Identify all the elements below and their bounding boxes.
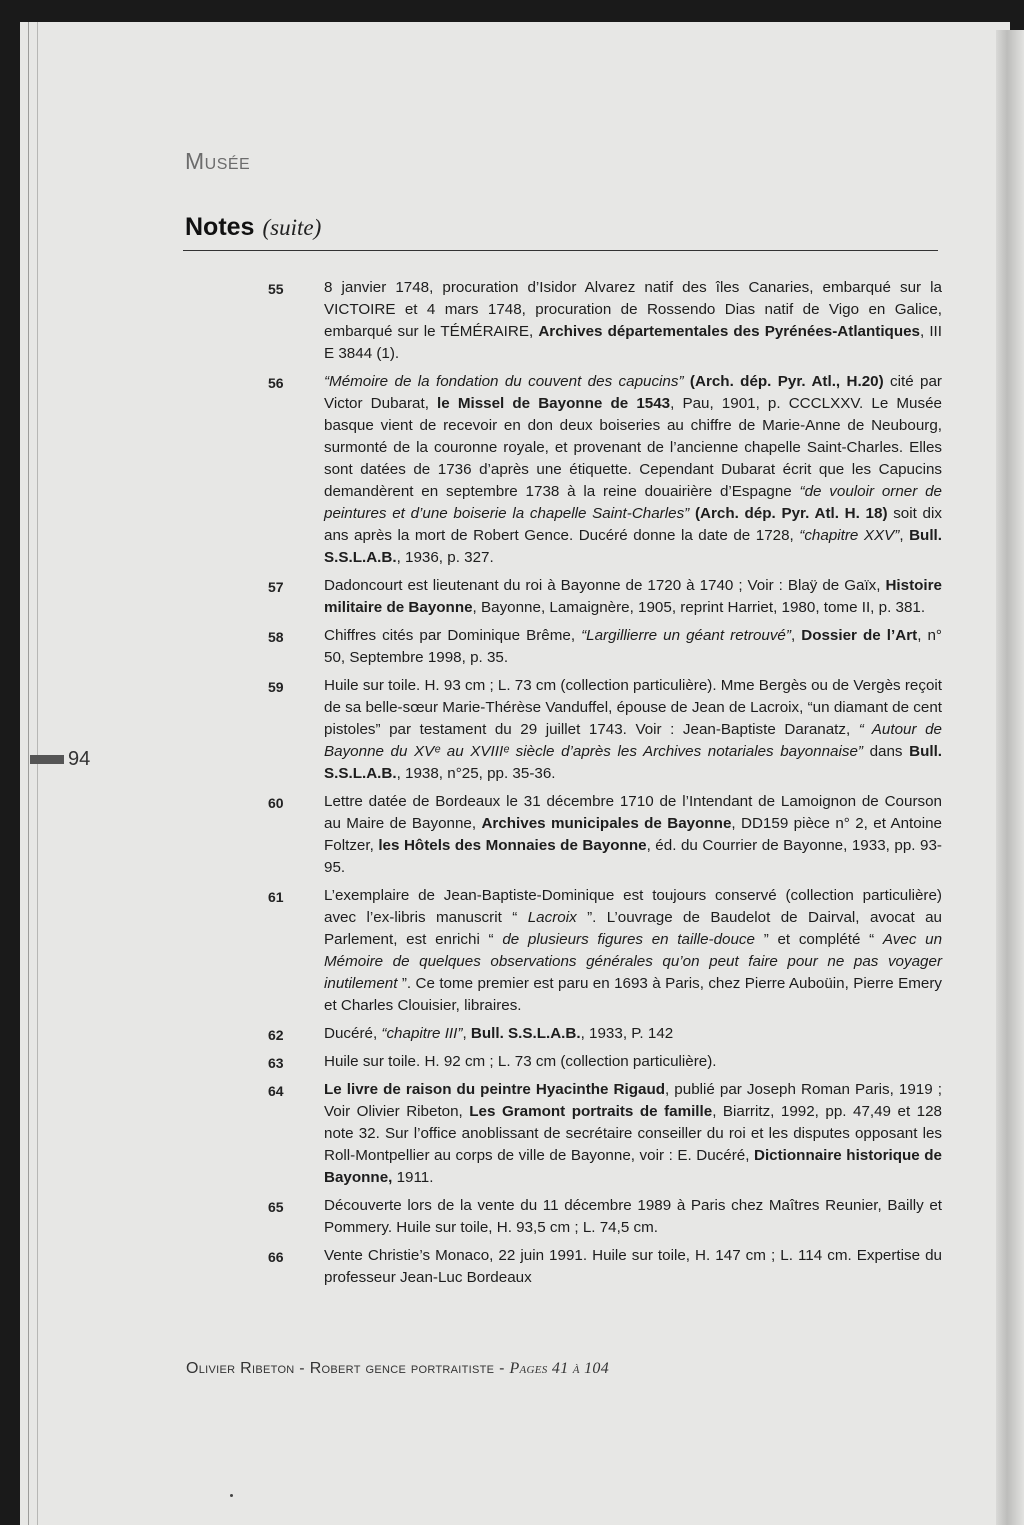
note-segment: , Biarritz, 1992, pp. 47,49 et 128 note 32. Sur l’office anoblissant de secrétaire conseiller du roi et les disputes opposant les Roll-Montpellier au corps de ville de Bayonne, voir : E. Ducéré, xyxy=(324,1103,943,1164)
note-56 xyxy=(262,371,942,569)
note-italic-segment: “de vouloir orner de peintures et d’une boiserie la chapelle Saint-Charles” xyxy=(324,483,942,522)
note-number: 62 xyxy=(268,1027,284,1043)
note-number: 63 xyxy=(268,1055,284,1071)
note-65 xyxy=(262,1195,942,1239)
note-60 xyxy=(262,791,942,879)
note-segment: , xyxy=(462,1025,471,1042)
note-bold-segment: Dictionnaire historique de Bayonne, xyxy=(324,1147,942,1186)
note-64 xyxy=(262,1079,942,1189)
note-62 xyxy=(262,1023,942,1045)
note-segment: , n° 50, Septembre 1998, p. 35. xyxy=(324,627,942,666)
page-number: 94 xyxy=(68,748,91,770)
notes-list xyxy=(262,277,942,1295)
note-segment: , xyxy=(790,627,802,644)
note-bold-segment: les Hôtels des Monnaies de Bayonne xyxy=(378,837,647,854)
page-edge-left xyxy=(28,22,38,1525)
note-bold-segment: (Arch. dép. Pyr. Atl., H.20) xyxy=(689,373,884,390)
note-segment: ”. Ce tome premier est paru en 1693 à Paris, chez Pierre Auboüin, Pierre Emery et Charles Clouisier, libraires. xyxy=(324,975,942,1014)
footer-separator: - xyxy=(499,1360,505,1377)
note-segment: , DD159 pièce n° 2, et Antoine Foltzer, xyxy=(324,815,942,854)
note-segment: , éd. du Courrier de Bayonne, 1933, pp. 93-95. xyxy=(324,837,942,876)
page-marker-bar xyxy=(30,755,64,764)
note-text xyxy=(324,1051,942,1073)
note-number: 58 xyxy=(268,629,284,645)
running-footer xyxy=(186,1360,609,1378)
note-number: 60 xyxy=(268,795,284,811)
note-segment: Découverte lors de la vente du 11 décembre 1989 à Paris chez Maîtres Reunier, Bailly et Pommery. Huile sur toile, H. 93,5 cm ; L. 74,5 cm. xyxy=(324,1197,942,1236)
note-number: 59 xyxy=(268,679,284,695)
note-segment: Dadoncourt est lieutenant du roi à Bayonne de 1720 à 1740 ; Voir : Blaÿ de Gaïx, xyxy=(324,577,886,594)
note-bold-segment: Bull. S.S.L.A.B. xyxy=(324,743,943,782)
note-61 xyxy=(262,885,942,1017)
note-57 xyxy=(262,575,942,619)
note-segment: , xyxy=(899,527,910,544)
note-bold-segment: Archives municipales de Bayonne xyxy=(481,815,732,832)
note-segment: , Pau, 1901, p. CCCLXXV. Le Musée basque vient de recevoir en don deux boiseries au chiffre de Marie-Anne de Neubourg, surmonté de la couronne royale, et provenant de l’ancienne chapelle Saint-Charles. Elles sont datées de 1736 d’après une étiquette. Cependant Dubarat écrit que les Capucins demandèrent en septembre 1738 à la reine douairière d’Espagne xyxy=(324,395,942,500)
note-italic-segment: de plusieurs figures en taille-douce xyxy=(502,931,755,948)
note-bold-segment: Le livre de raison du peintre Hyacinthe Rigaud xyxy=(324,1081,666,1098)
note-bold-segment: Bull. S.S.L.A.B. xyxy=(324,527,942,566)
note-bold-segment: Bull. S.S.L.A.B. xyxy=(470,1025,581,1042)
notes-title: Notes xyxy=(185,213,255,241)
note-segment: , publié par Joseph Roman Paris, 1919 ; Voir Olivier Ribeton, xyxy=(324,1081,942,1120)
note-italic-segment: “chapitre III” xyxy=(381,1025,463,1042)
note-italic-segment: “Largillierre un géant retrouvé” xyxy=(581,627,791,644)
note-segment: soit dix ans après la mort de Robert Gence. Ducéré donne la date de 1728, xyxy=(324,505,942,544)
note-italic-segment: Lacroix xyxy=(527,909,577,926)
note-number: 57 xyxy=(268,579,284,595)
note-text xyxy=(324,371,942,569)
note-segment: , III E 3844 (1). xyxy=(324,323,942,362)
note-segment: dans xyxy=(862,743,910,760)
note-italic-segment: Avec un Mémoire de quelques observations générales qu’on peut faire pour ne pas voyager inutilement xyxy=(324,931,943,992)
note-italic-segment: “ Autour de Bayonne du XVᵉ au XVIIIᵉ siècle d’après les Archives notariales bayonnaise” xyxy=(324,721,942,760)
note-text xyxy=(324,885,942,1017)
paper-speck xyxy=(230,1494,233,1497)
note-58 xyxy=(262,625,942,669)
note-text xyxy=(324,675,942,785)
book-gutter xyxy=(996,30,1024,1525)
note-segment: , Bayonne, Lamaignère, 1905, reprint Harriet, 1980, tome II, p. 381. xyxy=(472,599,926,616)
note-text xyxy=(324,1245,942,1289)
note-bold-segment: Dossier de l’Art xyxy=(801,627,918,644)
note-number: 55 xyxy=(268,281,284,297)
heading-rule xyxy=(183,250,938,251)
notes-heading xyxy=(185,213,321,242)
notes-suffix: (suite) xyxy=(262,215,322,240)
note-segment: Huile sur toile. H. 92 cm ; L. 73 cm (collection particulière). xyxy=(324,1053,717,1070)
note-segment: L’exemplaire de Jean-Baptiste-Dominique est toujours conservé (collection particulière) avec l’ex-libris manuscrit “ xyxy=(324,887,942,926)
note-italic-segment: “Mémoire de la fondation du couvent des capucins” xyxy=(324,373,684,390)
note-text xyxy=(324,791,942,879)
footer-title: Robert gence portraitiste xyxy=(309,1360,495,1377)
note-bold-segment: Les Gramont portraits de famille xyxy=(469,1103,713,1120)
note-segment: , 1936, p. 327. xyxy=(396,549,494,566)
footer-separator: - xyxy=(299,1360,305,1377)
note-segment: , 1938, n°25, pp. 35-36. xyxy=(396,765,556,782)
page-number-tab xyxy=(30,748,90,771)
note-63 xyxy=(262,1051,942,1073)
note-59 xyxy=(262,675,942,785)
footer-pages: Pages 41 à 104 xyxy=(509,1360,610,1377)
note-bold-segment: Histoire militaire de Bayonne xyxy=(324,577,942,616)
note-number: 64 xyxy=(268,1083,284,1099)
note-text xyxy=(324,277,942,365)
note-segment: Ducéré, xyxy=(324,1025,382,1042)
note-segment: Vente Christie’s Monaco, 22 juin 1991. Huile sur toile, H. 147 cm ; L. 114 cm. Expertise du professeur Jean-Luc Bordeaux xyxy=(324,1247,942,1286)
note-segment: Lettre datée de Bordeaux le 31 décembre 1710 de l’Intendant de Lamoignon de Courson au Maire de Bayonne, xyxy=(324,793,942,832)
note-bold-segment: Archives départementales des Pyrénées-Atlantiques xyxy=(538,323,920,340)
note-segment: Huile sur toile. H. 93 cm ; L. 73 cm (collection particulière). Mme Bergès ou de Vergès reçoit de sa belle-sœur Marie-Thérèse Vanduffel, épouse de Jean de Lacroix, “un diamant de cent pistoles” par testament du 29 juillet 1743. Voir : Jean-Baptiste Daranatz, xyxy=(324,677,942,738)
note-text xyxy=(324,1079,942,1189)
note-text xyxy=(324,575,942,619)
note-segment: cité par Victor Dubarat, xyxy=(324,373,942,412)
section-title: Musée xyxy=(185,148,251,174)
note-number: 65 xyxy=(268,1199,284,1215)
note-number: 61 xyxy=(268,889,284,905)
note-segment: Chiffres cités par Dominique Brême, xyxy=(324,627,582,644)
note-number: 56 xyxy=(268,375,284,391)
note-segment: ” et complété “ xyxy=(754,931,883,948)
note-text xyxy=(324,1023,942,1045)
footer-author: Olivier Ribeton xyxy=(186,1360,295,1377)
note-segment: 8 janvier 1748, procuration d’Isidor Alvarez natif des îles Canaries, embarqué sur la VICTOIRE et 4 mars 1748, procuration de Rossendo Dias natif de Vigo en Galice, embarqué sur le TÉMÉRAIRE, xyxy=(324,279,942,340)
note-66 xyxy=(262,1245,942,1289)
note-bold-segment: (Arch. dép. Pyr. Atl. H. 18) xyxy=(694,505,888,522)
note-segment: , 1933, P. 142 xyxy=(580,1025,674,1042)
note-bold-segment: le Missel de Bayonne de 1543 xyxy=(437,395,671,412)
note-text xyxy=(324,1195,942,1239)
note-segment: ”. L’ouvrage de Baudelot de Dairval, avocat au Parlement, est enrichi “ xyxy=(324,909,942,948)
note-55 xyxy=(262,277,942,365)
note-italic-segment: “chapitre XXV” xyxy=(799,527,900,544)
note-number: 66 xyxy=(268,1249,284,1265)
note-text xyxy=(324,625,942,669)
note-segment: 1911. xyxy=(392,1169,434,1186)
